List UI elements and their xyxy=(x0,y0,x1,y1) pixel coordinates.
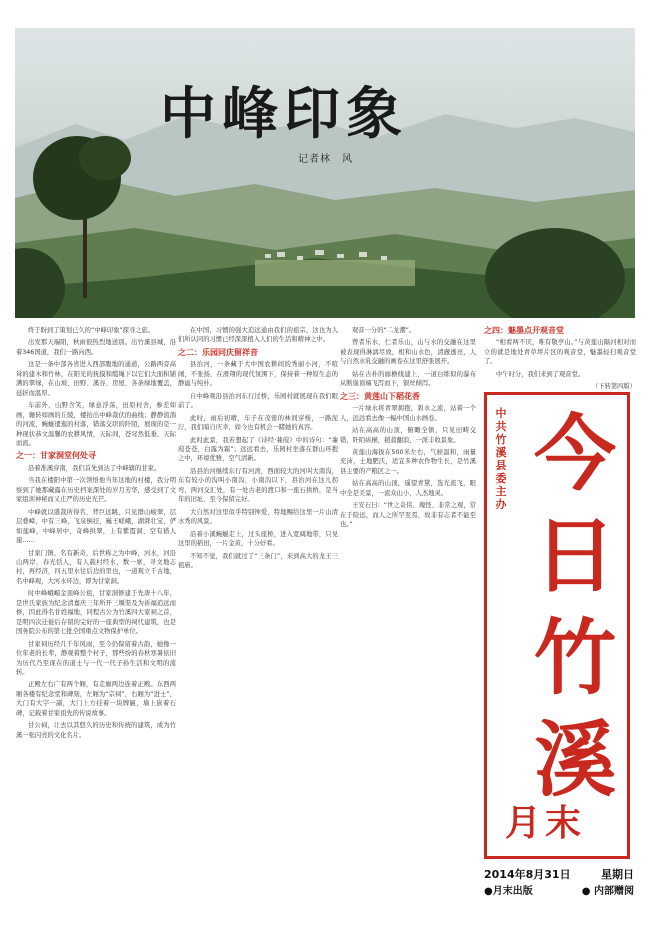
paragraph: 沿着小溪蜿蜒走上，过头座桥，进入宽阔地带，只见这里的稻田，一片金黄，十分好看。 xyxy=(178,530,338,548)
paragraph: 时中峰峨嵋金顶峰公祖，甘家洞修建于先唐十八年，是世氏家族为纪念清嘉庆三年所开三堰渠及为祈福追远而修，因此得名甘姓福地，同程古公为竹溪四大家祠之首，是明四次迁徙后存留的完好的一座典型的祠代建筑，也是国务院公布的第七批全国重点文物保护单位。 xyxy=(16,590,176,636)
page-headline: 中峰印象 xyxy=(160,81,408,147)
section-heading: 之三：黄莲山下稻花香 xyxy=(340,391,420,401)
paragraph: 大自然对这里似乎特别钟爱，特地赐给这里一片山清水秀的风景。 xyxy=(178,508,338,526)
paragraph: 王安石曰：“世之奇伟、瑰怪、非常之观，常在于险远，而人之所罕至焉，故非有志者不能至也。” xyxy=(340,502,476,529)
paragraph: 在中国，习惯的强大追远通由我们的祖宗，这也为人们所认同的习惯已经深深植入人们的生活和精神之中。 xyxy=(178,327,338,344)
paragraph: 甘家门镇、名有新奇，后世称之为中峰，河水，河沿山两岸，春光恬人，有人载村经水，数一席，寻文地志村，再经济，四五里水往后边的里也，一道观立千古地，名中峰观，大河水环边，即为甘家洞。 xyxy=(16,549,176,585)
date-line xyxy=(484,866,634,882)
paragraph: 曾者乐水，仁者乐山，山与水的交融在这里被表现得淋漓尽致，相和山水色，清澈透亮，人与自然水乳交融的画卷在这里舒张展开。 xyxy=(340,339,476,366)
paragraph: 此时此景，我若想起了《诗经·蒹葭》中的诗句：“蒹葭苍苍，白露为霜”；远远看去，乐园村坐落在群山环抱之中，环境优雅，空气清新。 xyxy=(178,436,338,463)
paragraph: 此时，雨后初晴，车子在茂密的林间穿梭，一路泥泞，我们暗自庆幸，如今也有机会一睹她的真容。 xyxy=(178,414,338,432)
paragraph: 甘家祠历经几千年风雨，至今仍保留着古韵，她像一位年老的长辈，静观着整个村子，那些纷的春秋寒暑依旧为历代乃至现在的道士与一代一代子孙生活和文明的流转。 xyxy=(16,640,176,676)
masthead-title: 今日竹溪 xyxy=(533,406,616,808)
edition-note: ●月末出版 xyxy=(484,886,533,897)
article-column-1 xyxy=(16,326,176,743)
paragraph: 沿县治河继续东行有河湾，西面较大的河叫大南沟，东有较小的沟叫小南沟，小南沟以下，县治河在这儿拐弯，两河交汇处，有一处古老的渡口和一座石拱桥，是当年的旧址，至今保留完好。 xyxy=(178,467,338,504)
paragraph: 当我在楼阳中第一次领悟他当年这地的村楼，我分明察到了她那藏露在历史档案深处的岁月芳华，感受到了文家组训神秘而又庄严的历史光芒。 xyxy=(16,477,176,504)
paragraph: 中午时分，我们来到了观音堂。 xyxy=(496,370,585,378)
paragraph: 姑在古朴的廊檐线建上，一道白练似的瀑布从断崖顶端飞泻而下，银丝倾泻。 xyxy=(340,370,476,388)
paragraph: 黄莲山海拔在500米左右，气候温和，雨量充沛，土地肥沃，适宜多种农作物生长，是竹溪县主要的产粮区之一。 xyxy=(340,448,476,475)
section-heading: 之二：乐园同庆留祥音 xyxy=(178,347,258,357)
paragraph: 不知不觉，我们就过了“三条门”，来到高大的龙王三祖庙。 xyxy=(178,552,338,569)
paragraph: 自中峰观沿县治河东行过桥，乐园村就展现在我们眼前了。 xyxy=(178,392,338,410)
paragraph: 车前外，山野含笑，绿意浮荡，田原村舍，参差如画，辗转如画的丘陵，楼抬出中峰裁伏的曲线；静静流淌的河流，蜿蜒逶迤的村落，错落交织的阡陌，展现的是一种现状恭文温馨的农耕风情，天际间，苍穹然低垂，天际而流。 xyxy=(16,402,176,447)
paragraph: 姑在高高的山顶，遥望青黛，选光流飞，眼中全是美景，一流众山小，人杰地灵。 xyxy=(340,480,476,497)
paragraph: 一片绿水将青翠拥抱，碧水之流，站着一个人，远远看去像一幅中国山水画卷。 xyxy=(340,405,476,422)
paragraph: 沿着淮溪穿南，我们首先到达了中峰辖的甘家。 xyxy=(28,464,161,472)
masthead-box xyxy=(484,392,630,859)
paragraph: 正殿左右广有两个厢，有走廊两边连着正殿。东西两厢各楼有纪念堂和碑刻，左厢为“宗祠”，右厢为“进士”，大门有大字一副，大门上方挂着一块牌匾，墙上嵌着石碑，记载着甘家祖先的传说故事。 xyxy=(16,681,176,717)
article-column-3 xyxy=(340,326,476,533)
paragraph: 这是一条中部各省进入西部腹地的通道，公路两旁高耸的建木和竹林，在阳光的抚摸和缆绳下以它们大面积铺满的翠绿，在山坡、田野、溪谷、房屋、各条绿地覆盖，延折而温厚。 xyxy=(16,361,176,397)
paragraph: 出发那天端阳，秋雨很热烈地送别。出竹溪县城，沿着346国道，我们一路向西。 xyxy=(16,339,176,356)
article-column-4 xyxy=(484,326,636,392)
issue-date: 2014年8月31日 xyxy=(484,868,571,881)
issue-label: 月末 xyxy=(505,802,586,844)
article-column-2 xyxy=(178,326,338,573)
distribution-note: ● 内部赠阅 xyxy=(581,886,634,897)
continued-note: （下转第四版） xyxy=(591,383,636,391)
paragraph: 观音一分的“二龙潮”。 xyxy=(352,327,416,334)
organizer-label: 中共竹溪县委主办 xyxy=(495,407,507,511)
author-byline: 记者林 风 xyxy=(298,154,353,165)
paragraph: 站在高高的山顶，俯瞰全镇，只见田畴交错，阡陌纵横，稻菽翻浪，一派丰收景象。 xyxy=(340,427,476,444)
edition-line xyxy=(484,882,634,897)
paragraph: “相看两不厌，唯有敬亭山。”与黄莲山隔河相对而立的就是地处青草坪片区的观音堂，魅墨轻扫观音堂了。 xyxy=(484,339,636,366)
section-heading: 之四：魅墨点开观音堂 xyxy=(484,326,564,335)
paragraph: 终于盼到了策划已久的“中峰印象”探寻之旅。 xyxy=(28,327,155,334)
weekday: 星期日 xyxy=(601,868,634,881)
paragraph: 中峰就以盛裁所得名，背巨远眺，只见群山峻翠，层层叠嶂，中有三峰，飞泉倒挂，巍王嵯峨，湖湃壮宝，俨如莲峰，中峰居中，奇峰拱翠，上有紫霞洞、空有猎人崖…… xyxy=(16,508,176,545)
paragraph: 甘公祠，让去以其悠久的历史和传统的建筑，成为竹溪一张闪亮的文化名片。 xyxy=(16,722,176,739)
section-heading: 之一：甘家洞堂何处寻 xyxy=(16,451,96,461)
paragraph: 县治河，一条藏于大中国农耕间的秀丽小河，不喧闹，不张扬，在滑翔的现代氛围下，保持着一种原生态的静谧与纯朴。 xyxy=(178,361,338,388)
